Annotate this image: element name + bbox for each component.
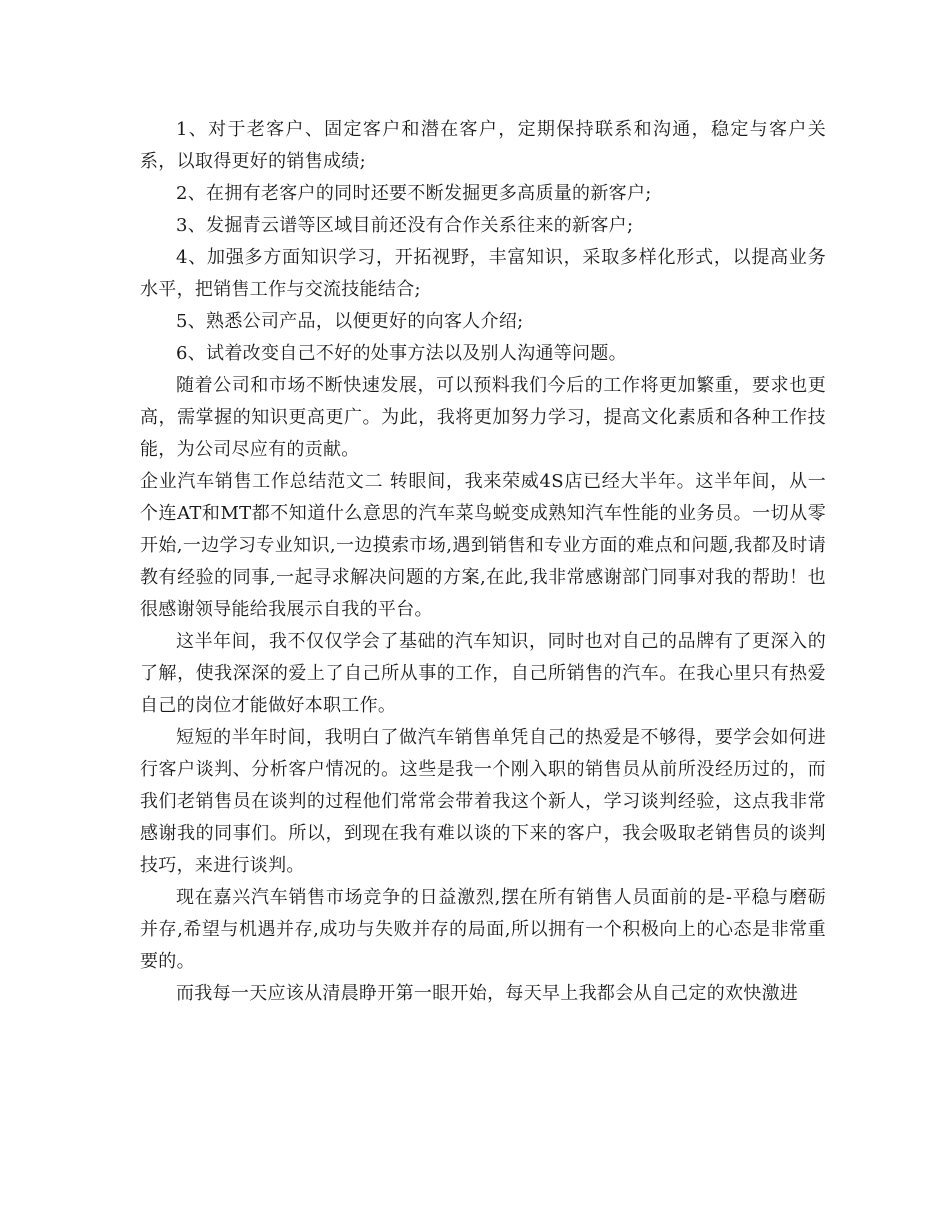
paragraph-item-5: 5、熟悉公司产品，以便更好的向客人介绍; xyxy=(176,311,524,332)
document-body xyxy=(140,114,826,1010)
paragraph-daily: 而我每一天应该从清晨睁开第一眼开始，每天早上我都会从自己定的欢快激进 xyxy=(176,983,799,1004)
paragraph-negotiation: 短短的半年时间，我明白了做汽车销售单凭自己的热爱是不够得，要学会如何进行客户谈判、分析客户情况的。这些是我一个刚入职的销售员从前所没经历过的，而我们老销售员在谈判的过程他们常常会带着我这个新人，学习谈判经验，这点我非常感谢我的同事们。所以，到现在我有难以谈的下来的客户，我会吸取老销售员的谈判技巧，来进行谈判。 xyxy=(140,727,826,876)
section-intro: 转眼间，我来荣威4S店已经大半年。这半年间，从一个连AT和MT都不知道什么意思的汽车菜鸟蜕变成熟知汽车性能的业务员。一切从零开始,一边学习专业知识,一边摸索市场,遇到销售和专业方面的难点和问题,我都及时请教有经验的同事,一起寻求解决问题的方案,在此,我非常感谢部门同事对我的帮助！也很感谢领导能给我展示自我的平台。 xyxy=(140,471,826,620)
paragraph-conclusion: 随着公司和市场不断快速发展，可以预料我们今后的工作将更加繁重，要求也更高，需掌握的知识更高更广。为此，我将更加努力学习，提高文化素质和各种工作技能，为公司尽应有的贡献。 xyxy=(140,375,826,460)
paragraph-item-3: 3、发掘青云谱等区域目前还没有合作关系往来的新客户; xyxy=(176,215,634,236)
paragraph-item-4: 4、加强多方面知识学习，开拓视野，丰富知识，采取多样化形式，以提高业务水平，把销售工作与交流技能结合; xyxy=(140,247,826,300)
paragraph-item-1: 1、对于老客户、固定客户和潜在客户，定期保持联系和沟通，稳定与客户关系，以取得更好的销售成绩; xyxy=(140,119,826,172)
section-title: 企业汽车销售工作总结范文二 xyxy=(140,471,384,492)
section-paragraph xyxy=(140,466,826,626)
paragraph-half-year: 这半年间，我不仅仅学会了基础的汽车知识，同时也对自己的品牌有了更深入的了解，使我深深的爱上了自己所从事的工作，自己所销售的汽车。在我心里只有热爱自己的岗位才能做好本职工作。 xyxy=(140,631,826,716)
paragraph-market: 现在嘉兴汽车销售市场竞争的日益激烈,摆在所有销售人员面前的是-平稳与磨砺并存,希望与机遇并存,成功与失败并存的局面,所以拥有一个积极向上的心态是非常重要的。 xyxy=(140,887,826,972)
paragraph-item-6: 6、试着改变自己不好的处事方法以及别人沟通等问题。 xyxy=(176,343,627,364)
paragraph-item-2: 2、在拥有老客户的同时还要不断发掘更多高质量的新客户; xyxy=(176,183,652,204)
